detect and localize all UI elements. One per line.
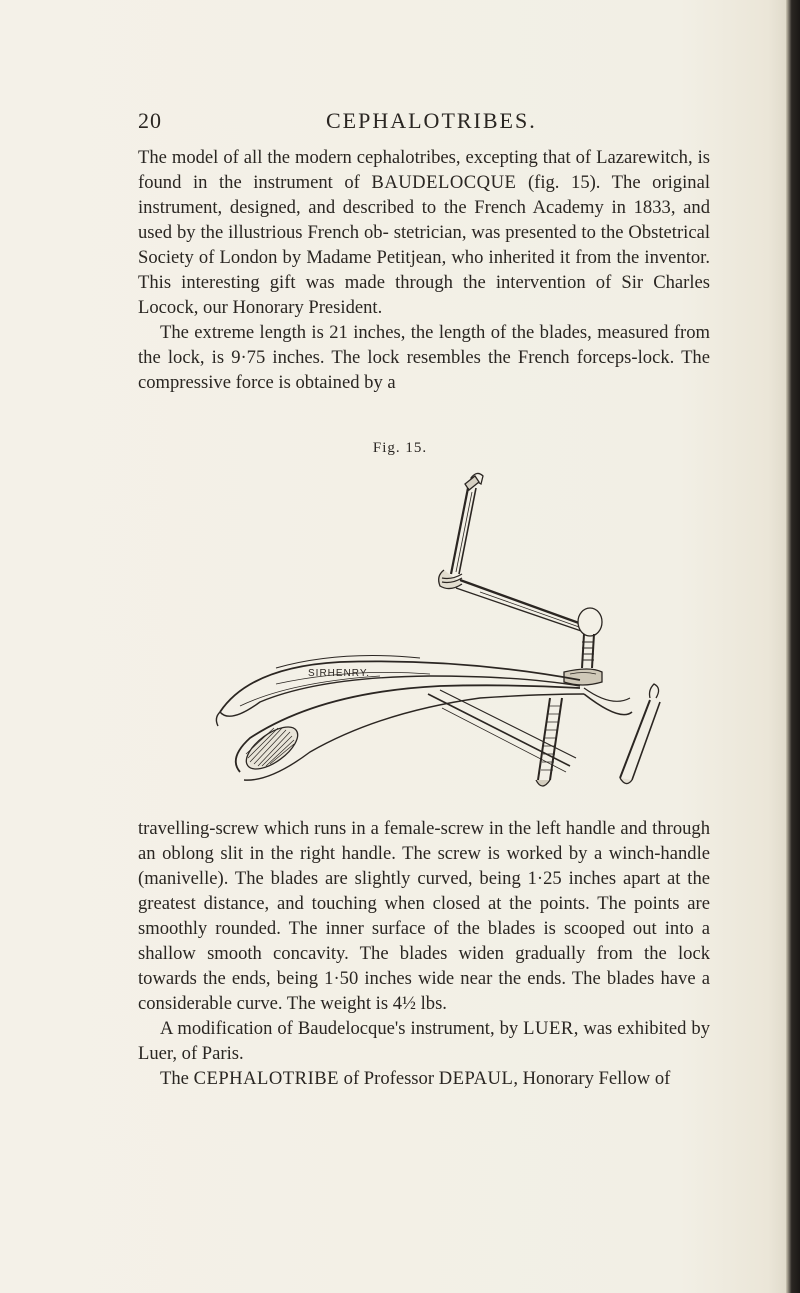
running-title: CEPHALOTRIBES. <box>326 108 537 133</box>
maker-mark: SIRHENRY. <box>308 668 370 679</box>
text-block-top <box>138 145 710 395</box>
name-luer: LUER <box>523 1018 574 1039</box>
text-block-bottom <box>138 816 710 1091</box>
paragraph-luer: A modification of Baudelocque's instrument, by LUER, was exhibited by Luer, of Paris. <box>138 1018 711 1064</box>
page-number: 20 <box>138 108 162 133</box>
paragraph-mechanism: travelling-screw which runs in a female-screw in the left handle and through an oblong slit in the right handle. The screw is worked by a winch-handle (manivelle). The blades are slightly curved, being 1·25 inches apart at the greatest distance, and touching when closed at the points. The points are smoothly rounded. The inner surface of the blades is scooped out into a shallow smooth concavity. The blades widen gradually from the lock towards the ends, being 1·50 inches wide near the ends. The blades have a considerable curve. The weight is 4½ lbs. <box>138 818 711 1014</box>
cephalotribe-illustration <box>180 462 680 802</box>
term-cephalotribe: CEPHALOTRIBE <box>193 1068 340 1089</box>
paragraph-depaul: The CEPHALOTRIBE of Professor DEPAUL, Honorary Fellow of <box>160 1068 671 1089</box>
name-baudelocque: BAUDELOCQUE <box>371 172 517 193</box>
paragraph-baudelocque-model: The model of all the modern cephalotribes, excepting that of Lazarewitch, is found in the instrument of BAUDELOCQUE (fig. 15). The original instrument, designed, and described to the French Academy in 1833, and used by the illustrious French ob- stetrician, was presented to the Obstetrical Society of London by Madame Petitjean, who inherited it from the inventor. This interesting gift was made through the intervention of Sir Charles Locock, our Honorary President. <box>138 147 710 318</box>
name-depaul: DEPAUL <box>438 1068 514 1089</box>
paragraph-dimensions: The extreme length is 21 inches, the length of the blades, measured from the lock, is 9·75 inches. The lock resembles the French forceps-lock. The compressive force is obtained by a <box>138 322 710 393</box>
page-edge-shadow <box>786 0 800 1293</box>
figure-caption: Fig. 15. <box>372 440 428 456</box>
running-head <box>138 108 708 138</box>
